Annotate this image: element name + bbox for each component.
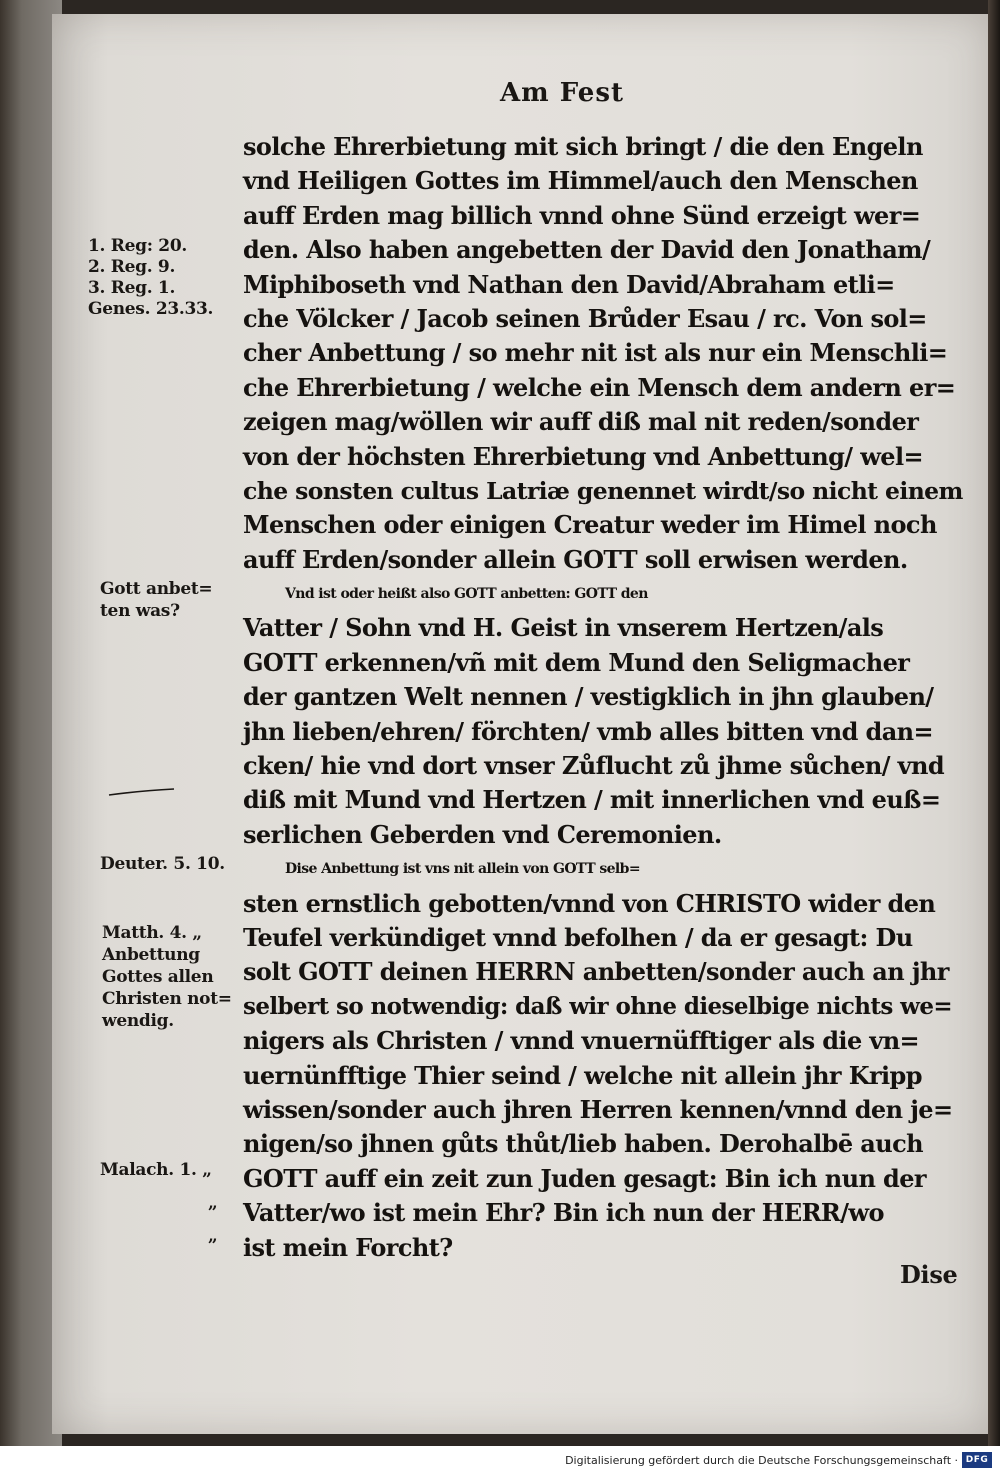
text-line: sten ernstlich gebotten/vnnd von CHRISTO wider den	[243, 888, 936, 918]
margin-note-line: Gott anbet=	[100, 579, 213, 599]
margin-note-matth	[102, 922, 232, 1032]
margin-note-line: 1. Reg: 20.	[88, 236, 187, 256]
text-line: solche Ehrerbietung mit sich bringt / die den Engeln	[243, 132, 923, 161]
text-line: den. Also haben angebetten der David den Jonatham/	[243, 235, 931, 265]
text-line: serlichen Geberden vnd Ceremonien.	[243, 819, 722, 849]
margin-note-deuter	[100, 853, 225, 875]
text-line: Teufel verkündiget vnnd befolhen / da er gesagt: Du	[243, 922, 913, 952]
text-line: selbert so notwendig: daß wir ohne dieselbige nichts we=	[243, 992, 953, 1020]
text-lines	[243, 130, 965, 1265]
text-line: uernünfftige Thier seind / welche nit allein jhr Kripp	[243, 1060, 922, 1090]
text-line: jhn lieben/ehren/ förchten/ vmb alles bitten vnd dan=	[243, 716, 934, 746]
margin-note-line: 3. Reg. 1.	[88, 278, 176, 298]
text-line: wissen/sonder auch jhren Herren kennen/vnnd den je=	[243, 1094, 953, 1124]
book-edge	[988, 0, 1000, 1446]
text-line: GOTT erkennen/vñ mit dem Mund den Seligmacher	[243, 647, 910, 677]
footer-credit: Digitalisierung gefördert durch die Deutsche Forschungsgemeinschaft ·	[565, 1454, 958, 1467]
margin-note-line: Anbettung	[102, 945, 200, 965]
text-line: Vnd ist oder heißt also GOTT anbetten: GOTT den	[285, 586, 648, 603]
margin-note-gott-anbetten	[100, 578, 212, 622]
margin-note-line: „	[208, 1226, 218, 1246]
dfg-logo: DFG	[962, 1452, 992, 1468]
footer-bar	[0, 1446, 1000, 1476]
text-line: zeigen mag/wöllen wir auff diß mal nit reden/sonder	[243, 407, 919, 437]
margin-note-line: Christen not=	[102, 989, 232, 1009]
text-line: cher Anbettung / so mehr nit ist als nur ein Menschli=	[243, 338, 948, 368]
text-line: vnd Heiligen Gottes im Himmel/auch den Menschen	[243, 166, 918, 196]
margin-note-line: Matth. 4. „	[102, 923, 202, 943]
text-line: che Völcker / Jacob seinen Brůder Esau / rc. Von sol=	[243, 303, 927, 333]
margin-note-line: Deuter. 5. 10.	[100, 854, 225, 874]
margin-note-line: 2. Reg. 9.	[88, 257, 176, 277]
text-line: nigers als Christen / vnnd vnuernüfftiger als die vn=	[243, 1026, 920, 1056]
text-line: Miphiboseth vnd Nathan den David/Abraham etli=	[243, 269, 895, 299]
text-line: Dise Anbettung ist vns nit allein von GOTT selb=	[285, 861, 640, 878]
text-line: solt GOTT deinen HERRN anbetten/sonder auch an jhr	[243, 957, 949, 987]
text-line: nigen/so jhnen gůts thůt/lieb haben. Derohalbē auch	[243, 1129, 923, 1159]
ink-stroke	[108, 782, 176, 792]
margin-note-kings	[88, 236, 213, 320]
margin-note-malach	[100, 1154, 217, 1253]
text-line: auff Erden/sonder allein GOTT soll erwisen werden.	[243, 544, 908, 574]
margin-note-line: „	[208, 1193, 218, 1213]
margin-note-line: Genes. 23.33.	[88, 299, 214, 319]
text-line: Vatter / Sohn vnd H. Geist in vnserem Hertzen/als	[243, 613, 884, 643]
text-line: che sonsten cultus Latriæ genennet wirdt/so nicht einem	[243, 476, 963, 505]
margin-note-line: Gottes allen	[102, 967, 214, 987]
main-text-column	[243, 130, 965, 1265]
margin-note-line: wendig.	[102, 1011, 174, 1031]
text-line: von der höchsten Ehrerbietung vnd Anbettung/ wel=	[243, 441, 923, 471]
text-line: ist mein Forcht?	[243, 1232, 453, 1262]
text-line: che Ehrerbietung / welche ein Mensch dem andern er=	[243, 372, 956, 402]
text-line: der gantzen Welt nennen / vestigklich in jhn glauben/	[243, 682, 934, 712]
text-line: GOTT auff ein zeit zun Juden gesagt: Bin ich nun der	[243, 1163, 926, 1193]
text-line: cken/ hie vnd dort vnser Zůflucht zů jhme sůchen/ vnd	[243, 751, 945, 781]
text-line: Vatter/wo ist mein Ehr? Bin ich nun der HERR/wo	[243, 1198, 884, 1228]
text-line: diß mit Mund vnd Hertzen / mit innerlichen vnd euß=	[243, 785, 941, 815]
text-line: Menschen oder einigen Creatur weder im Himel noch	[243, 510, 937, 540]
margin-note-line: Malach. 1. „	[100, 1160, 212, 1180]
text-line: auff Erden mag billich vnnd ohne Sünd erzeigt wer=	[243, 200, 921, 230]
catchword: Dise	[900, 1260, 958, 1289]
page-header: Am Fest	[500, 78, 624, 108]
margin-note-line: ten was?	[100, 601, 180, 621]
